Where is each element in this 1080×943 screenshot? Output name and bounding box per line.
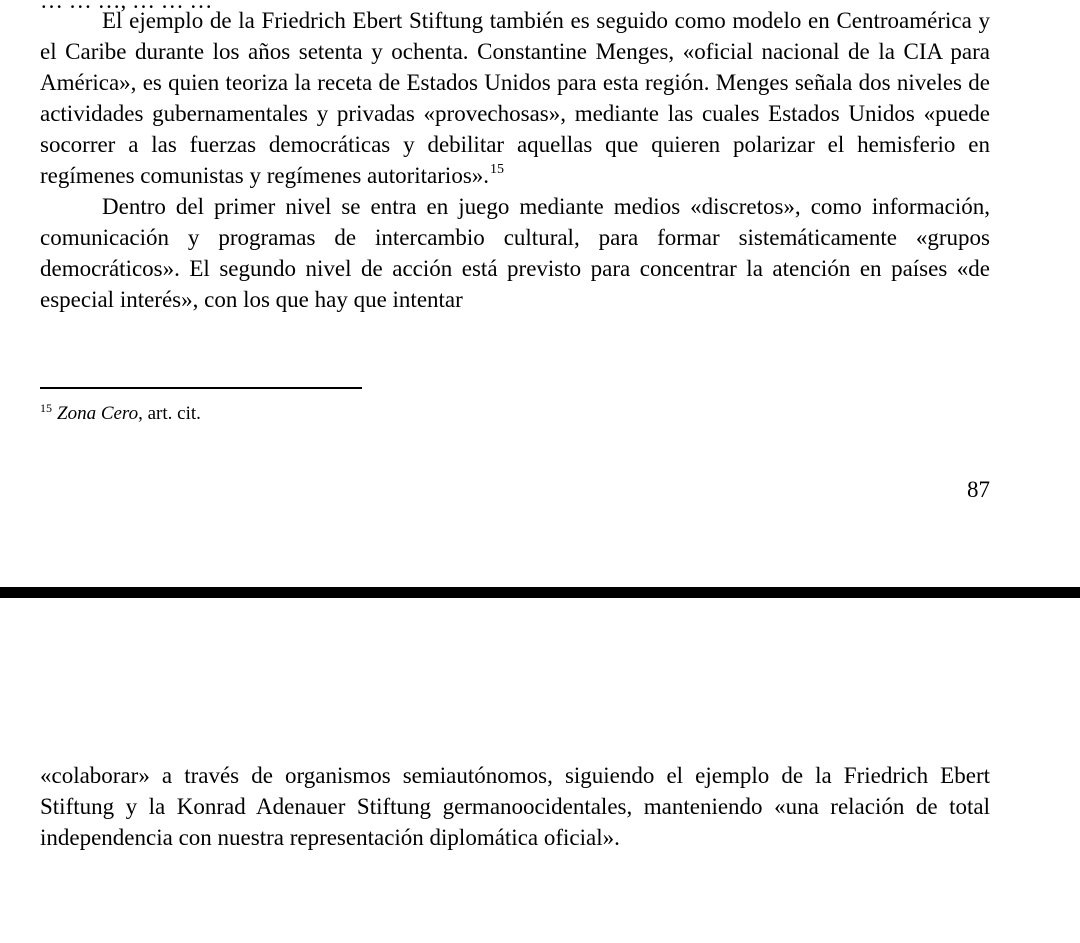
footnote-title: Zona Cero <box>57 403 139 424</box>
page-divider <box>0 587 1080 598</box>
paragraph-1-text: El ejemplo de la Friedrich Ebert Stiftung también es seguido como modelo en Centroamérica y el Caribe durante los años setenta y ochenta. Constantine Menges, «oficial nacional de la CIA para América», es quien teoriza la receta de Estados Unidos para esta región. Menges señala dos niveles de actividades gubernamentales y privadas «provechosas», mediante las cuales Estados Unidos «puede socorrer a las fuerzas democráticas y debilitar aquellas que quieren polarizar el hemisferio en regímenes comunistas y regímenes autoritarios». <box>40 8 990 188</box>
footnote-separator <box>40 387 362 389</box>
paragraph-continuation: «colaborar» a través de organismos semiautónomos, siguiendo el ejemplo de la Friedrich Ebert Stiftung y la Konrad Adenauer Stiftung germanoocidentales, manteniendo «una relación de total independencia con nuestra representación diplomática oficial». <box>40 763 990 850</box>
footnote-reference: 15 <box>490 162 505 177</box>
footnote <box>40 402 201 426</box>
cut-off-text-line: … … …, … … … <box>40 0 213 13</box>
page-top-body <box>40 5 990 315</box>
paragraph-1 <box>40 5 990 191</box>
footnote-text: , art. cit. <box>138 403 201 424</box>
footnote-number: 15 <box>40 401 52 415</box>
paragraph-2: Dentro del primer nivel se entra en juego mediante medios «discretos», como información, comunicación y programas de intercambio cultural, para formar sistemáticamente «grupos democráticos». El segundo nivel de acción está previsto para concentrar la atención en países «de especial interés», con los que hay que intentar <box>40 194 990 312</box>
page-number: 87 <box>967 477 990 502</box>
page-bottom-body <box>40 760 990 853</box>
